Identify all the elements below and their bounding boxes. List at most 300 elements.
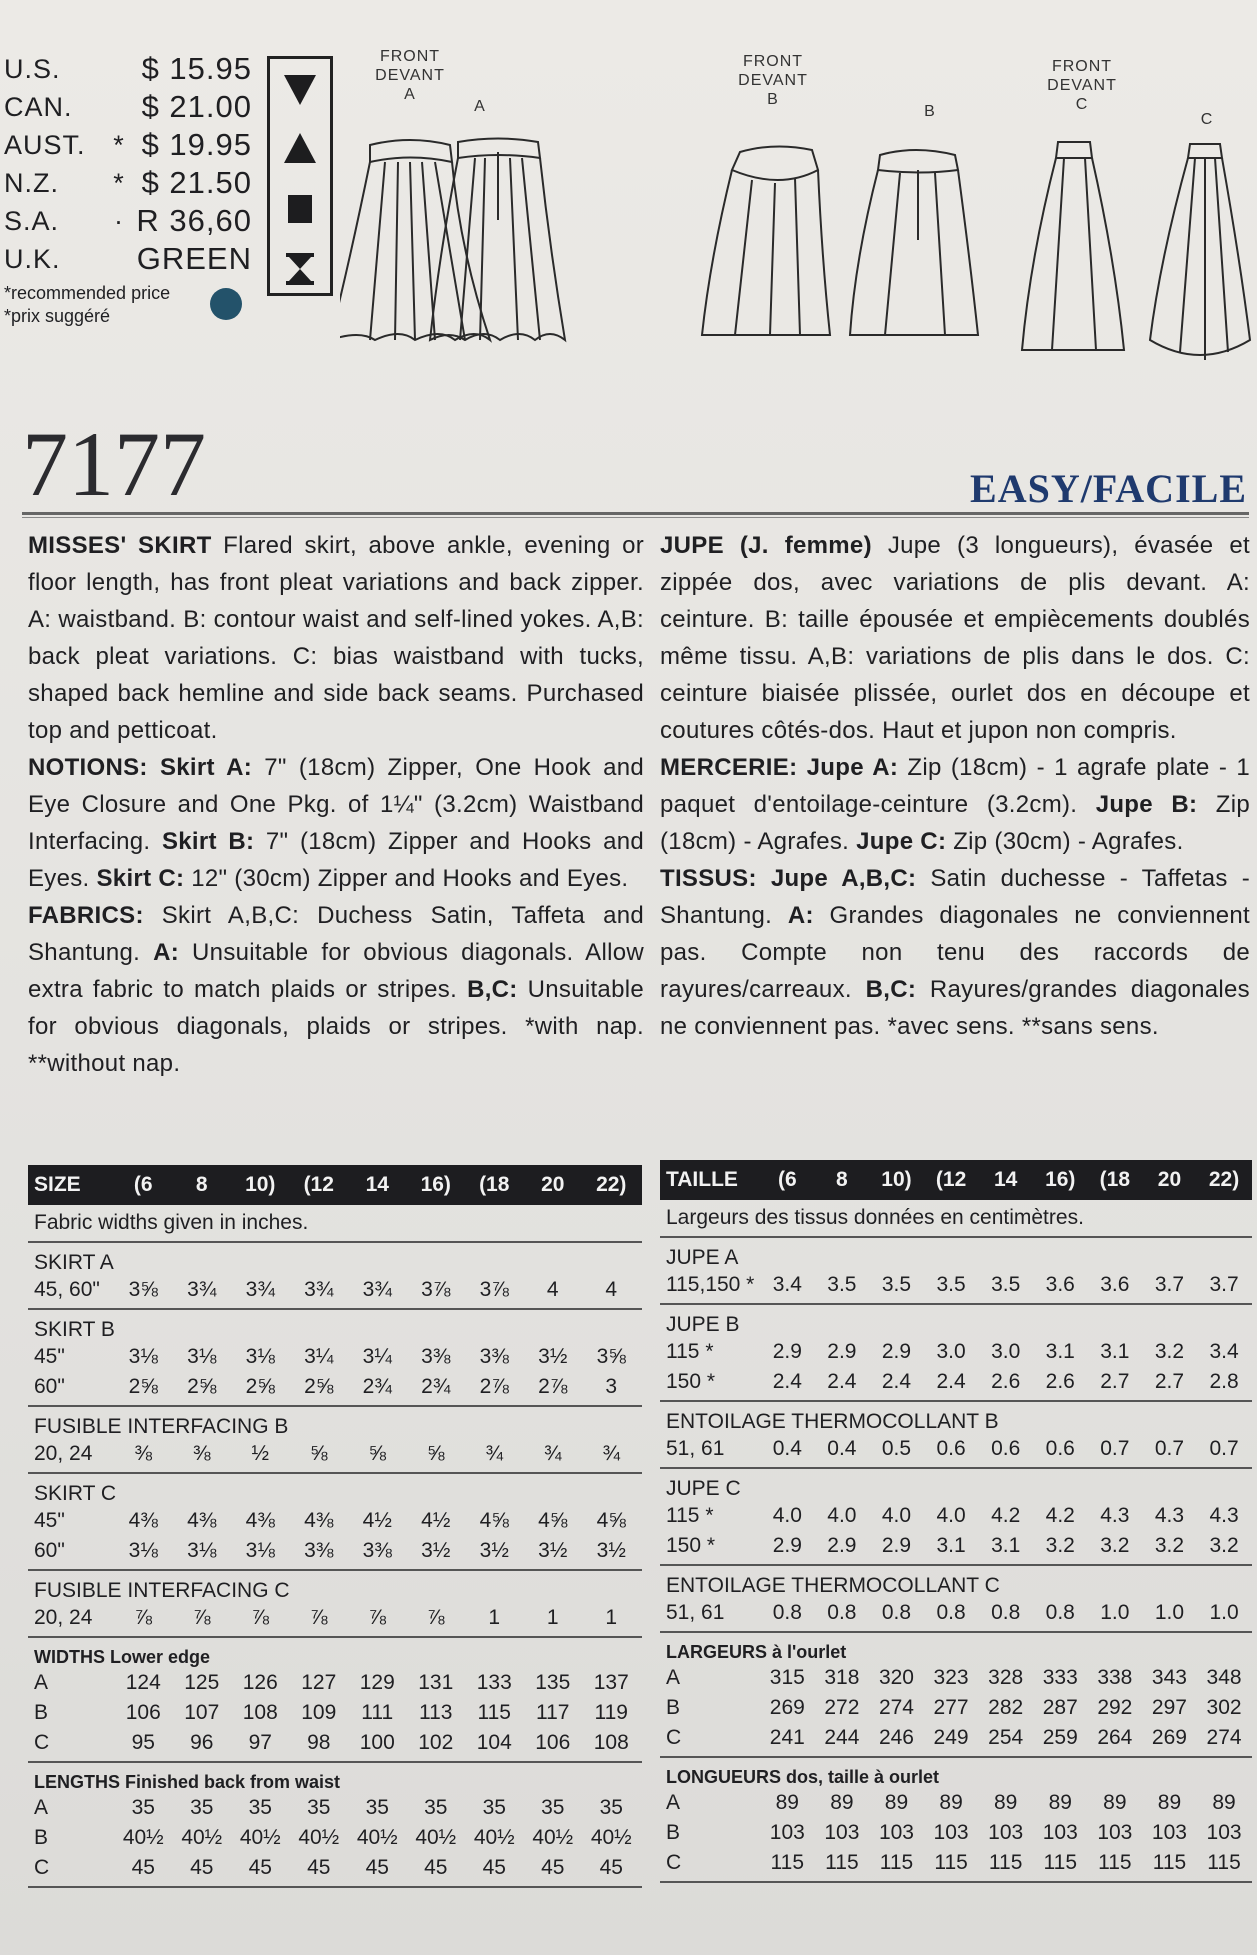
row-label: 60" <box>34 1375 65 1398</box>
table-cell: 1.0 <box>1154 1601 1185 1624</box>
table-cell: 108 <box>242 1701 278 1724</box>
table-cell: 3⅛ <box>245 1539 275 1562</box>
price-row <box>4 88 254 126</box>
table-cell: 107 <box>184 1701 220 1724</box>
yardage-table-french <box>660 1160 1252 1883</box>
table-cell: 45 <box>424 1856 448 1879</box>
table-cell: 3.2 <box>1209 1534 1239 1557</box>
table-cell: 103 <box>1042 1821 1078 1844</box>
table-cell: 2¾ <box>421 1375 451 1398</box>
table-cell: 277 <box>933 1696 969 1719</box>
table-section-title: JUPE A <box>666 1246 739 1269</box>
table-cell: 45 <box>307 1856 331 1879</box>
table-row <box>28 1728 642 1758</box>
row-label: A <box>34 1671 49 1694</box>
skirt-b-back-drawing <box>850 150 978 335</box>
table-cell: 98 <box>307 1731 331 1754</box>
table-divider <box>28 1886 642 1888</box>
table-cell: 259 <box>1042 1726 1078 1749</box>
table-cell: 0.5 <box>881 1437 912 1460</box>
table-cell: ⅝ <box>426 1442 445 1465</box>
table-cell: 4.3 <box>1209 1504 1239 1527</box>
table-cell: 109 <box>301 1701 337 1724</box>
table-cell: 3⅜ <box>304 1539 334 1562</box>
table-cell: 3.2 <box>1154 1534 1185 1557</box>
table-cell: 1 <box>488 1606 501 1629</box>
difficulty-label: EASY/FACILE <box>970 466 1247 511</box>
row-label: A <box>666 1666 681 1689</box>
table-cell: 115 <box>1098 1851 1132 1874</box>
table-cell: 100 <box>359 1731 395 1754</box>
table-cell: ⅞ <box>368 1606 386 1629</box>
table-cell: 35 <box>365 1796 389 1819</box>
table-cell: 103 <box>824 1821 860 1844</box>
table-cell: 0.6 <box>1045 1437 1075 1460</box>
table-cell: 35 <box>307 1796 331 1819</box>
table-cell: 45 <box>190 1856 214 1879</box>
table-cell: 3⅝ <box>596 1345 626 1368</box>
table-cell: 0.6 <box>991 1437 1021 1460</box>
table-cell: 115 <box>477 1701 511 1724</box>
view-label: A <box>474 98 486 115</box>
table-cell: ⅝ <box>309 1442 328 1465</box>
size-header-cell: 20 <box>1157 1168 1182 1191</box>
fabrics-paragraph: TISSUS: Jupe A,B,C: Satin duchesse - Taffetas - Shantung. A: Grandes diagonales ne conviennent pas. Compte non tenu des raccords de rayures/carreaux. B,C: Rayures/grandes diagonales ne conviennent pas. *avec sens. **sans sens. <box>660 865 1251 1040</box>
table-cell: 2.9 <box>881 1340 912 1363</box>
table-cell: 2.9 <box>881 1534 912 1557</box>
row-label: 150 * <box>666 1534 716 1557</box>
table-cell: 269 <box>769 1696 805 1719</box>
skirt-b-front-drawing <box>702 146 830 335</box>
size-symbols <box>267 56 333 296</box>
table-cell: 40½ <box>239 1826 281 1849</box>
table-cell: 4.0 <box>827 1504 857 1527</box>
size-header-cell: 14 <box>993 1168 1018 1191</box>
table-section-title: ENTOILAGE THERMOCOLLANT B <box>666 1410 999 1433</box>
table-cell: 2.9 <box>772 1340 802 1363</box>
table-section-title: JUPE B <box>666 1313 740 1336</box>
table-cell: 343 <box>1151 1666 1187 1689</box>
table-cell: 4⅜ <box>304 1509 334 1532</box>
price-country: U.S. <box>4 53 61 84</box>
table-cell: ⅞ <box>251 1606 269 1629</box>
price-amount: $ 21.00 <box>141 89 252 124</box>
table-cell: ⅜ <box>134 1442 152 1465</box>
table-cell: 115 <box>1043 1851 1077 1874</box>
table-cell: 3⅛ <box>187 1539 217 1562</box>
size-header-cell: (12 <box>935 1168 967 1191</box>
table-cell: 0.6 <box>936 1437 966 1460</box>
row-label: 60" <box>34 1539 65 1562</box>
size-header-cell: (6 <box>133 1173 153 1196</box>
price-amount: $ 15.95 <box>141 51 252 86</box>
table-cell: 103 <box>933 1821 969 1844</box>
table-row <box>28 1823 642 1853</box>
table-cell: 269 <box>1151 1726 1187 1749</box>
view-label: C <box>1200 111 1214 128</box>
table-section-title: LONGUEURS dos, taille à ourlet <box>666 1767 940 1787</box>
table-cell: 35 <box>482 1796 506 1819</box>
description-paragraph: MISSES' SKIRT Flared skirt, above ankle, evening or floor length, has front pleat variations and back zipper. A: waistband. B: contour waist and self-lined yokes. A,B: back pleat variations. C: bias waistband with tucks, shaped back hemline and side back seams. Purchased top and petticoat. <box>28 532 645 744</box>
size-header-cell: (6 <box>777 1168 797 1191</box>
table-cell: 254 <box>988 1726 1024 1749</box>
table-cell: 129 <box>359 1671 395 1694</box>
table-cell: 3⅛ <box>128 1539 158 1562</box>
table-cell: 3½ <box>479 1539 509 1562</box>
table-section-title: SKIRT A <box>34 1251 114 1274</box>
table-cell: ⅜ <box>192 1442 211 1465</box>
table-cell: 1.0 <box>1100 1601 1130 1624</box>
table-cell: 3.2 <box>1045 1534 1075 1557</box>
table-row <box>660 1598 1252 1628</box>
table-cell: 1 <box>546 1606 559 1629</box>
table-cell: 249 <box>933 1726 969 1749</box>
table-row <box>28 1372 642 1402</box>
table-cell: 40½ <box>298 1826 340 1849</box>
table-cell: 3.1 <box>936 1534 966 1557</box>
table-cell: 0.4 <box>827 1437 857 1460</box>
table-cell: ½ <box>251 1442 269 1465</box>
row-label: B <box>34 1701 49 1724</box>
table-cell: 3.5 <box>881 1273 912 1296</box>
table-cell: 2⅞ <box>479 1375 509 1398</box>
table-cell: 2.6 <box>1045 1370 1075 1393</box>
table-cell: 2.6 <box>991 1370 1021 1393</box>
table-cell: 244 <box>824 1726 860 1749</box>
table-cell: 318 <box>824 1666 860 1689</box>
table-cell: ⅞ <box>134 1606 152 1629</box>
size-header-cell: 10) <box>881 1168 912 1191</box>
row-label: A <box>34 1796 49 1819</box>
table-cell: 0.8 <box>991 1601 1021 1624</box>
description-paragraph: JUPE (J. femme) Jupe (3 longueurs), évasée et zippée dos, avec variations de plis devant. A: ceinture. B: taille épousée et empiècements doublés même tissu. A,B: variations de plis dans le dos. C: ceinture biaisée plissée, ourlet dos en découpe et coutures côtés-dos. Haut et jupon non compris. <box>660 532 1250 744</box>
table-cell: 246 <box>878 1726 914 1749</box>
table-cell: 89 <box>884 1791 909 1814</box>
table-cell: 95 <box>131 1731 155 1754</box>
table-cell: 104 <box>476 1731 512 1754</box>
table-cell: 115 <box>934 1851 968 1874</box>
row-label: 51, 61 <box>666 1437 725 1460</box>
table-cell: 0.7 <box>1154 1437 1185 1460</box>
table-cell: 292 <box>1097 1696 1133 1719</box>
square-icon <box>270 179 330 239</box>
table-cell: 3.2 <box>1100 1534 1130 1557</box>
hourglass-icon <box>270 239 330 299</box>
triangle-up-icon <box>270 119 330 179</box>
table-cell: 103 <box>988 1821 1024 1844</box>
table-cell: 89 <box>1103 1791 1127 1814</box>
table-cell: ⅝ <box>368 1442 386 1465</box>
table-cell: 96 <box>190 1731 214 1754</box>
table-cell: 3⅛ <box>187 1345 217 1368</box>
table-cell: 89 <box>775 1791 799 1814</box>
size-header-cell: 22) <box>596 1173 627 1196</box>
table-cell: 3.7 <box>1209 1273 1239 1296</box>
table-cell: 102 <box>418 1731 454 1754</box>
table-cell: 4.3 <box>1100 1504 1130 1527</box>
table-cell: 40½ <box>415 1826 457 1849</box>
table-cell: 45 <box>365 1856 389 1879</box>
table-cell: 320 <box>878 1666 914 1689</box>
table-row <box>28 1536 642 1566</box>
table-cell: 97 <box>248 1731 272 1754</box>
row-label: 45" <box>34 1345 65 1368</box>
table-cell: ⅞ <box>426 1606 445 1629</box>
table-cell: 3⅛ <box>128 1345 158 1368</box>
table-cell: 2.9 <box>827 1340 857 1363</box>
price-country: AUST. <box>4 129 86 160</box>
table-row <box>28 1853 642 1883</box>
table-cell: 3⅜ <box>479 1345 509 1368</box>
skirt-c-back-drawing <box>1150 144 1250 360</box>
french-description <box>660 527 1250 1045</box>
price-row <box>4 126 254 164</box>
table-row <box>28 1793 642 1823</box>
table-cell: 45 <box>131 1856 155 1879</box>
price-amount: R 36,60 <box>136 203 252 238</box>
table-cell: 115 <box>879 1851 914 1874</box>
table-cell: 2.4 <box>936 1370 966 1393</box>
table-row <box>28 1603 642 1633</box>
size-header-cell: 20 <box>541 1173 565 1196</box>
table-row <box>28 1698 642 1728</box>
table-cell: 133 <box>476 1671 512 1694</box>
table-cell: 3¼ <box>362 1345 392 1368</box>
table-cell: 3.1 <box>991 1534 1021 1557</box>
table-cell: 125 <box>184 1671 220 1694</box>
table-cell: 328 <box>988 1666 1024 1689</box>
table-cell: 3.4 <box>772 1273 802 1296</box>
size-header-cell: 16) <box>1045 1168 1076 1191</box>
price-note-line: *recommended price <box>4 283 171 303</box>
table-cell: 3⅝ <box>128 1278 158 1301</box>
table-cell: 4⅝ <box>596 1509 626 1532</box>
table-cell: 137 <box>593 1671 629 1694</box>
price-row <box>4 50 254 88</box>
price-note-line: *prix suggéré <box>4 306 111 326</box>
table-row <box>660 1818 1252 1848</box>
price-country: U.K. <box>4 243 61 274</box>
table-cell: 115 <box>770 1851 805 1874</box>
table-cell: 89 <box>993 1791 1018 1814</box>
view-label: FRONT DEVANT A <box>375 48 445 103</box>
table-cell: 3⅞ <box>479 1278 509 1301</box>
price-amount: $ 19.95 <box>141 127 252 162</box>
table-cell: 115 <box>1152 1851 1187 1874</box>
table-cell: 40½ <box>473 1826 515 1849</box>
table-cell: 2¾ <box>362 1375 392 1398</box>
table-cell: 4⅜ <box>245 1509 275 1532</box>
price-country: S.A. <box>4 205 60 236</box>
table-cell: 4.3 <box>1154 1504 1185 1527</box>
table-cell: ⅞ <box>192 1606 211 1629</box>
price-star: · <box>114 205 124 236</box>
table-cell: 106 <box>125 1701 161 1724</box>
table-cell: 3.5 <box>991 1273 1021 1296</box>
table-cell: 4⅝ <box>538 1509 568 1532</box>
table-cell: 3.1 <box>1100 1340 1130 1363</box>
table-cell: 3.7 <box>1154 1273 1185 1296</box>
table-cell: 106 <box>535 1731 571 1754</box>
notions-paragraph: NOTIONS: Skirt A: 7" (18cm) Zipper, One Hook and Eye Closure and One Pkg. of 1¼" (3.2cm) Waistband Interfacing. Skirt B: 7" (18cm) Zipper and Hooks and Eyes. Skirt C: 12" (30cm) Zipper and Hooks and Eyes. <box>28 754 645 892</box>
table-cell: 89 <box>1048 1791 1072 1814</box>
table-cell: 113 <box>419 1701 453 1724</box>
table-cell: 3.6 <box>1100 1273 1130 1296</box>
table-cell: 297 <box>1151 1696 1187 1719</box>
table-cell: 241 <box>769 1726 805 1749</box>
table-cell: 124 <box>125 1671 161 1694</box>
table-cell: 89 <box>1157 1791 1182 1814</box>
table-cell: 35 <box>248 1796 272 1819</box>
table-cell: 2⅝ <box>304 1375 334 1398</box>
table-cell: 2.7 <box>1154 1370 1185 1393</box>
row-label: 45" <box>34 1509 65 1532</box>
table-cell: 2.9 <box>772 1534 802 1557</box>
table-row <box>660 1663 1252 1693</box>
table-cell: 4⅜ <box>128 1509 158 1532</box>
table-cell: 3.5 <box>827 1273 857 1296</box>
price-row <box>4 240 254 278</box>
table-row <box>28 1668 642 1698</box>
table-row <box>660 1848 1252 1878</box>
price-row <box>4 202 254 240</box>
row-label: C <box>34 1731 50 1754</box>
row-label: B <box>666 1821 681 1844</box>
table-cell: ¾ <box>602 1442 620 1465</box>
table-section-title: JUPE C <box>666 1477 741 1500</box>
pattern-number: 7177 <box>22 413 206 515</box>
table-cell: 4.2 <box>1045 1504 1075 1527</box>
price-star: * <box>113 129 125 160</box>
size-header-cell: (12 <box>303 1173 334 1196</box>
table-cell: 2⅝ <box>187 1375 217 1398</box>
size-header-label: TAILLE <box>666 1168 738 1191</box>
table-section-title: WIDTHS Lower edge <box>34 1647 211 1667</box>
table-cell: 115 <box>1207 1851 1241 1874</box>
table-cell: 4½ <box>421 1509 451 1532</box>
size-header <box>28 1165 642 1205</box>
view-label: FRONT DEVANT C <box>1047 58 1117 113</box>
table-row <box>660 1693 1252 1723</box>
table-section-title: LARGEURS à l'ourlet <box>666 1642 847 1662</box>
table-cell: 0.8 <box>827 1601 857 1624</box>
table-cell: 35 <box>424 1796 448 1819</box>
table-cell: 103 <box>1151 1821 1187 1844</box>
table-cell: 3.6 <box>1045 1273 1075 1296</box>
table-cell: 2.9 <box>827 1534 857 1557</box>
table-cell: ⅞ <box>309 1606 328 1629</box>
table-cell: 3.5 <box>936 1273 966 1296</box>
table-cell: 103 <box>1097 1821 1133 1844</box>
table-cell: 111 <box>361 1701 394 1724</box>
row-label: 115,150 * <box>666 1273 755 1296</box>
table-cell: 3.0 <box>936 1340 966 1363</box>
table-cell: 1 <box>605 1606 618 1629</box>
table-cell: 117 <box>536 1701 570 1724</box>
table-row <box>660 1270 1252 1300</box>
table-section-title: ENTOILAGE THERMOCOLLANT C <box>666 1574 1000 1597</box>
table-cell: 40½ <box>590 1826 632 1849</box>
price-country: N.Z. <box>4 167 59 198</box>
table-section-title: SKIRT B <box>34 1318 115 1341</box>
table-cell: 4⅜ <box>187 1509 217 1532</box>
table-cell: 4.0 <box>772 1504 802 1527</box>
table-cell: 1.0 <box>1209 1601 1239 1624</box>
table-cell: 3½ <box>538 1345 568 1368</box>
table-cell: 274 <box>1206 1726 1242 1749</box>
table-cell: 4 <box>605 1278 618 1301</box>
table-cell: 103 <box>769 1821 805 1844</box>
size-header-cell: 8 <box>195 1173 208 1196</box>
table-cell: 2⅞ <box>538 1375 568 1398</box>
table-note: Largeurs des tissus données en centimètres. <box>660 1200 1252 1238</box>
size-header-cell: (18 <box>479 1173 510 1196</box>
table-cell: 333 <box>1042 1666 1078 1689</box>
table-cell: 40½ <box>181 1826 223 1849</box>
table-section-title: FUSIBLE INTERFACING B <box>34 1415 289 1438</box>
table-cell: 45 <box>248 1856 272 1879</box>
size-header-cell: 8 <box>836 1168 848 1191</box>
table-cell: 135 <box>535 1671 571 1694</box>
table-cell: 302 <box>1206 1696 1242 1719</box>
table-cell: 0.7 <box>1100 1437 1130 1460</box>
table-cell: 89 <box>1212 1791 1236 1814</box>
table-cell: 0.4 <box>772 1437 802 1460</box>
table-cell: 3 <box>605 1375 618 1398</box>
table-cell: 131 <box>418 1671 454 1694</box>
table-cell: 2.7 <box>1100 1370 1130 1393</box>
table-row <box>28 1506 642 1536</box>
table-row <box>660 1723 1252 1753</box>
table-cell: 0.7 <box>1209 1437 1239 1460</box>
table-row <box>660 1501 1252 1531</box>
row-label: 150 * <box>666 1370 716 1393</box>
table-note: Fabric widths given in inches. <box>28 1205 642 1243</box>
table-cell: 4 <box>546 1278 559 1301</box>
table-cell: 35 <box>599 1796 623 1819</box>
fabrics-paragraph: FABRICS: Skirt A,B,C: Duchess Satin, Taffeta and Shantung. A: Unsuitable for obvious diagonals. Allow extra fabric to match plaids or stripes. B,C: Unsuitable for obvious diagonals, plaids or stripes. *with nap. **without nap. <box>28 902 645 1077</box>
row-label: B <box>34 1826 49 1849</box>
table-cell: 115 <box>988 1851 1023 1874</box>
table-cell: 35 <box>190 1796 214 1819</box>
table-cell: 45 <box>599 1856 623 1879</box>
divider <box>22 512 1249 518</box>
table-cell: 282 <box>988 1696 1024 1719</box>
table-section-title: SKIRT C <box>34 1482 117 1505</box>
table-cell: 287 <box>1042 1696 1078 1719</box>
table-cell: 40½ <box>122 1826 164 1849</box>
row-label: 115 * <box>666 1340 714 1363</box>
table-cell: ¾ <box>543 1442 562 1465</box>
table-cell: 0.8 <box>772 1601 802 1624</box>
triangle-down-icon <box>270 59 330 119</box>
table-cell: 115 <box>825 1851 859 1874</box>
table-cell: 103 <box>878 1821 914 1844</box>
table-cell: 3½ <box>538 1539 568 1562</box>
table-cell: 4.0 <box>936 1504 966 1527</box>
table-row <box>660 1367 1252 1397</box>
table-cell: 119 <box>594 1701 628 1724</box>
row-label: C <box>666 1726 682 1749</box>
row-label: 20, 24 <box>34 1606 93 1629</box>
table-cell: 108 <box>593 1731 629 1754</box>
table-cell: 3¾ <box>245 1278 275 1301</box>
table-cell: 3.1 <box>1045 1340 1075 1363</box>
size-header-cell: (18 <box>1099 1168 1131 1191</box>
table-cell: 315 <box>769 1666 805 1689</box>
table-cell: 3⅜ <box>421 1345 451 1368</box>
table-cell: 338 <box>1097 1666 1133 1689</box>
